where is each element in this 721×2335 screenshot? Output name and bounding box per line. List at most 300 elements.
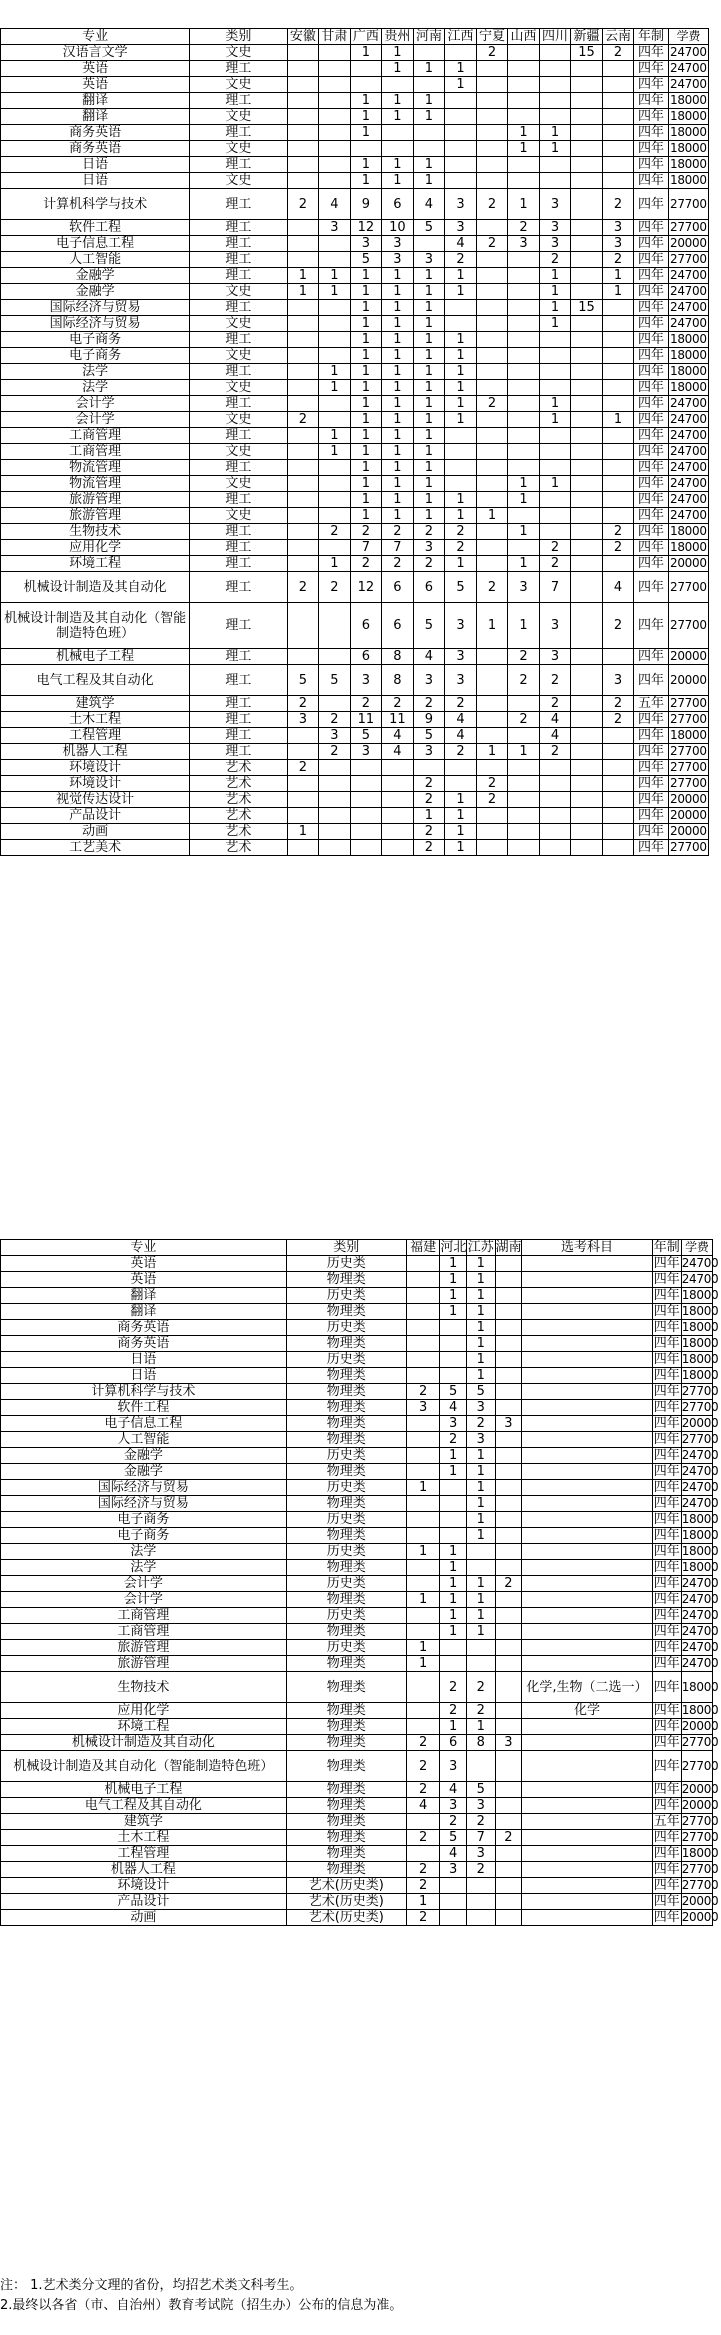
table-row (1, 1894, 713, 1910)
table-cell (508, 77, 540, 93)
table-cell (602, 93, 634, 109)
table-cell: 商务英语 (1, 1320, 287, 1336)
table-cell (495, 1304, 521, 1320)
table-cell (508, 300, 540, 316)
table-cell: 2 (445, 696, 477, 712)
table-cell: 8 (382, 649, 414, 665)
table-cell: 3 (413, 665, 445, 696)
table-cell (571, 316, 603, 332)
table-cell (602, 476, 634, 492)
table-cell: 理工 (190, 332, 287, 348)
table-cell: 机械设计制造及其自动化（智能制造特色班） (1, 1751, 287, 1782)
table-cell: 艺术 (190, 840, 287, 856)
table-cell: 理工 (190, 649, 287, 665)
table-cell (539, 45, 571, 61)
table-cell: 历史类 (286, 1544, 406, 1560)
table-cell (571, 284, 603, 300)
table-cell: 四年 (634, 236, 668, 252)
table-cell: 历史类 (286, 1576, 406, 1592)
table-cell (522, 1782, 653, 1798)
table-row (1, 712, 709, 728)
table-row (1, 252, 709, 268)
table-cell: 5 (466, 1782, 495, 1798)
table-cell: 12 (350, 220, 382, 236)
table-cell (522, 1719, 653, 1735)
table-cell: 四年 (634, 728, 668, 744)
table-cell: 四年 (634, 572, 668, 603)
table-cell: 27700 (670, 840, 707, 854)
table-cell: 历史类 (286, 1512, 406, 1528)
table-cell (522, 1288, 653, 1304)
table-cell: 20000 (681, 1910, 719, 1924)
table-cell: 2 (350, 696, 382, 712)
table-row (1, 220, 709, 236)
table-cell (522, 1480, 653, 1496)
table-cell: 理工 (190, 300, 287, 316)
table-cell (287, 157, 319, 173)
table-cell: 艺术 (190, 776, 287, 792)
table-cell: 20000 (670, 556, 707, 570)
table-cell (476, 444, 508, 460)
column-header: 新疆 (571, 29, 603, 45)
table-cell: 工商管理 (1, 444, 190, 460)
table-cell (287, 45, 319, 61)
table-cell: 3 (602, 665, 634, 696)
table-cell (476, 492, 508, 508)
table-cell: 计算机科学与技术 (1, 1384, 287, 1400)
table-cell: 物理类 (286, 1782, 406, 1798)
table-cell: 24700 (670, 300, 707, 314)
table-cell: 四年 (634, 524, 668, 540)
table-cell (476, 141, 508, 157)
table-cell: 五年 (634, 696, 668, 712)
table-row (1, 1320, 713, 1336)
table-cell: 1 (406, 1894, 440, 1910)
table-cell (602, 649, 634, 665)
table-cell: 国际经济与贸易 (1, 316, 190, 332)
table-cell: 四年 (653, 1735, 680, 1750)
table-cell (287, 540, 319, 556)
table-cell: 四年 (634, 744, 668, 760)
table-cell: 1 (466, 1592, 495, 1608)
table-cell: 理工 (190, 492, 287, 508)
table-cell (602, 61, 634, 77)
table-cell: 3 (445, 603, 477, 649)
table-cell: 理工 (190, 428, 287, 444)
table-cell (445, 109, 477, 125)
table-cell: 1 (445, 792, 477, 808)
table-cell: 18000 (681, 1304, 719, 1318)
table-cell: 环境工程 (1, 556, 190, 572)
table-cell (522, 1544, 653, 1560)
table-cell: 1 (413, 109, 445, 125)
table-cell (319, 540, 351, 556)
table-cell: 3 (445, 665, 477, 696)
table-cell: 1 (413, 508, 445, 524)
table-cell: 四年 (652, 1672, 681, 1703)
table-cell: 1 (350, 125, 382, 141)
table-cell: 文史 (190, 77, 287, 93)
table-row (1, 744, 709, 760)
table-cell (350, 61, 382, 77)
table-cell: 3 (287, 712, 319, 728)
table-cell: 18000 (681, 1320, 719, 1334)
table-row (1, 649, 709, 665)
table-cell: 18000 (670, 141, 707, 155)
table-cell: 2 (287, 572, 319, 603)
table-cell: 四年 (653, 1512, 680, 1527)
table-cell: 6 (382, 603, 414, 649)
table-cell (508, 412, 540, 428)
table-cell: 2 (413, 792, 445, 808)
table-cell: 文史 (190, 444, 287, 460)
table-cell: 四年 (634, 157, 668, 173)
table-cell (440, 1496, 466, 1512)
table-cell: 2 (602, 603, 634, 649)
table-cell: 四年 (634, 284, 668, 300)
table-cell: 1 (466, 1464, 495, 1480)
table-cell: 四年 (634, 603, 668, 649)
table-cell: 1 (445, 412, 477, 428)
table-cell: 1 (350, 109, 382, 125)
table-row (1, 1672, 713, 1703)
column-header: 河北 (440, 1240, 467, 1255)
table-cell: 建筑学 (1, 696, 190, 712)
table-cell: 18000 (670, 332, 707, 346)
table-row (1, 444, 709, 460)
table-row (1, 1512, 713, 1528)
table-cell: 历史类 (286, 1352, 406, 1368)
table-cell (476, 665, 508, 696)
table-row (1, 125, 709, 141)
table-row (1, 348, 709, 364)
table-cell: 2 (440, 1672, 466, 1703)
table-cell: 1 (413, 284, 445, 300)
table-cell (413, 760, 445, 776)
table-cell (508, 364, 540, 380)
table-cell (382, 808, 414, 824)
table-cell: 工艺美术 (1, 840, 190, 856)
table-cell: 四年 (634, 808, 668, 824)
table-cell: 四年 (653, 1256, 680, 1271)
table-cell (571, 93, 603, 109)
table-cell (440, 1320, 466, 1336)
table-cell (602, 173, 634, 189)
table-cell: 产品设计 (1, 1894, 287, 1910)
table-cell (319, 396, 351, 412)
table-cell (571, 603, 603, 649)
table-cell (522, 1416, 653, 1432)
table-cell (508, 157, 540, 173)
column-header: 江苏 (467, 1240, 494, 1255)
table-cell: 2 (602, 712, 634, 728)
table-cell (445, 141, 477, 157)
table-cell: 2 (508, 649, 540, 665)
table-cell (602, 728, 634, 744)
table-cell: 文史 (190, 316, 287, 332)
table-cell: 1 (350, 476, 382, 492)
table-cell (522, 1656, 653, 1672)
table-cell (495, 1656, 521, 1672)
table-cell: 8 (382, 665, 414, 696)
table-row (1, 1656, 713, 1672)
table-cell (539, 348, 571, 364)
table-cell (571, 492, 603, 508)
table-cell: 四年 (653, 1560, 680, 1575)
table-cell (602, 776, 634, 792)
table-cell (508, 316, 540, 332)
table-cell: 四年 (634, 109, 668, 125)
table-cell (508, 776, 540, 792)
table-cell (571, 77, 603, 93)
table-cell: 软件工程 (1, 220, 190, 236)
table-cell: 四年 (653, 1592, 680, 1607)
table-cell: 1 (466, 1496, 495, 1512)
table-cell: 日语 (1, 173, 190, 189)
table-cell: 2 (406, 1384, 440, 1400)
table-cell (319, 61, 351, 77)
table-cell: 四年 (653, 1368, 680, 1383)
table-cell: 环境设计 (1, 760, 190, 776)
table-cell: 1 (445, 61, 477, 77)
table-row (1, 1735, 713, 1751)
table-row (1, 1480, 713, 1496)
table-row (1, 1608, 713, 1624)
table-cell: 18000 (681, 1544, 719, 1558)
table-row (1, 173, 709, 189)
table-cell (319, 808, 351, 824)
table-row (1, 1846, 713, 1862)
table-row (1, 1878, 713, 1894)
table-cell: 电子信息工程 (1, 236, 190, 252)
table-cell: 物理类 (286, 1703, 406, 1719)
table-row (1, 1256, 713, 1272)
table-cell: 2 (476, 45, 508, 61)
table-cell: 1 (440, 1576, 466, 1592)
table-cell (406, 1352, 440, 1368)
table-cell: 日语 (1, 157, 190, 173)
table-row (1, 1560, 713, 1576)
table-cell: 20000 (681, 1416, 719, 1430)
table-cell: 20000 (670, 649, 707, 663)
table-cell: 四年 (653, 1384, 680, 1399)
table-cell: 1 (602, 284, 634, 300)
table-cell (319, 332, 351, 348)
table-cell: 1 (508, 524, 540, 540)
table-row (1, 1496, 713, 1512)
table-cell: 金融学 (1, 1448, 287, 1464)
table-cell: 四年 (653, 1703, 680, 1718)
table-cell: 1 (476, 603, 508, 649)
table-cell: 1 (445, 268, 477, 284)
table-cell (287, 444, 319, 460)
table-cell: 2 (287, 189, 319, 220)
table-cell (571, 61, 603, 77)
table-cell: 四年 (634, 316, 668, 332)
table-cell: 2 (319, 744, 351, 760)
table-cell: 文史 (190, 412, 287, 428)
table-cell: 24700 (670, 77, 707, 91)
table-cell: 国际经济与贸易 (1, 1480, 287, 1496)
table-row (1, 792, 709, 808)
table-cell: 27700 (668, 603, 708, 649)
column-header: 类别 (190, 29, 287, 45)
table-cell: 4 (440, 1782, 466, 1798)
table-cell: 27700 (681, 1735, 719, 1749)
table-cell (382, 77, 414, 93)
table-cell (476, 824, 508, 840)
table-cell: 2 (495, 1830, 521, 1846)
table-cell: 24700 (681, 1640, 719, 1654)
table-cell (287, 236, 319, 252)
table-cell: 建筑学 (1, 1814, 287, 1830)
table-cell (440, 1368, 466, 1384)
table-cell: 2 (476, 776, 508, 792)
table-cell (571, 728, 603, 744)
table-row (1, 1448, 713, 1464)
table-cell: 四年 (634, 93, 668, 109)
table-cell (571, 824, 603, 840)
table-row (1, 364, 709, 380)
table-cell: 四年 (634, 760, 668, 776)
table-cell: 1 (445, 77, 477, 93)
table-row (1, 1830, 713, 1846)
table-cell (495, 1878, 521, 1894)
table-cell: 1 (466, 1304, 495, 1320)
table-row (1, 1528, 713, 1544)
table-cell (319, 141, 351, 157)
table-cell (495, 1352, 521, 1368)
table-cell: 1 (539, 284, 571, 300)
table-cell: 电子商务 (1, 1512, 287, 1528)
table-cell: 20000 (681, 1894, 719, 1908)
table-cell: 历史类 (286, 1640, 406, 1656)
table-cell: 日语 (1, 1352, 287, 1368)
table-cell (350, 792, 382, 808)
table-cell: 3 (319, 728, 351, 744)
table-cell: 3 (350, 236, 382, 252)
table-cell (495, 1384, 521, 1400)
table-cell: 电气工程及其自动化 (1, 665, 190, 696)
table-cell: 1 (319, 284, 351, 300)
table-cell: 3 (445, 220, 477, 236)
table-cell: 2 (406, 1751, 440, 1782)
table-cell: 27700 (670, 712, 707, 726)
table-cell: 四年 (634, 189, 668, 220)
table-cell (522, 1512, 653, 1528)
table-cell (508, 508, 540, 524)
table-cell (495, 1256, 521, 1272)
table-cell: 四年 (634, 348, 668, 364)
header-row (1, 1240, 713, 1256)
table-cell (495, 1608, 521, 1624)
table-cell (522, 1910, 653, 1926)
table-cell: 6 (413, 572, 445, 603)
table-cell: 四年 (653, 1336, 680, 1351)
table-cell: 土木工程 (1, 1830, 287, 1846)
table-cell (539, 444, 571, 460)
table-cell (406, 1496, 440, 1512)
table-row (1, 189, 709, 220)
table-cell (571, 141, 603, 157)
table-cell: 日语 (1, 1368, 287, 1384)
table-cell: 1 (508, 492, 540, 508)
table-cell: 五年 (653, 1814, 680, 1829)
table-cell: 24700 (670, 508, 707, 522)
table-cell: 1 (440, 1624, 466, 1640)
table-cell: 18000 (670, 524, 707, 538)
table-cell: 工商管理 (1, 1624, 287, 1640)
table-cell: 1 (445, 332, 477, 348)
table-cell (495, 1640, 521, 1656)
table-cell: 1 (350, 412, 382, 428)
table-cell: 环境工程 (1, 1719, 287, 1735)
table-cell: 1 (382, 348, 414, 364)
table-cell: 2 (319, 524, 351, 540)
table-cell (539, 792, 571, 808)
table-cell (406, 1432, 440, 1448)
table-cell (476, 364, 508, 380)
table-cell (440, 1656, 466, 1672)
table-cell: 5 (350, 252, 382, 268)
table-cell: 3 (382, 252, 414, 268)
table-row (1, 1719, 713, 1735)
table-cell: 18000 (681, 1368, 719, 1382)
table-cell: 1 (413, 268, 445, 284)
table-cell: 四年 (634, 476, 668, 492)
table-cell: 金融学 (1, 284, 190, 300)
table-cell: 5 (319, 665, 351, 696)
table-cell: 6 (440, 1735, 466, 1751)
table-cell (539, 460, 571, 476)
table-cell (602, 508, 634, 524)
table-cell: 5 (413, 220, 445, 236)
table-cell: 1 (350, 508, 382, 524)
table-cell (287, 728, 319, 744)
table-cell: 2 (350, 524, 382, 540)
table-cell (406, 1624, 440, 1640)
table-cell: 物理类 (286, 1846, 406, 1862)
table-cell: 4 (445, 236, 477, 252)
table-cell (287, 61, 319, 77)
table-cell: 3 (508, 572, 540, 603)
table-cell (508, 444, 540, 460)
table-cell: 2 (539, 665, 571, 696)
table-cell (508, 792, 540, 808)
table-cell: 艺术 (190, 792, 287, 808)
table-cell: 理工 (190, 93, 287, 109)
table-row (1, 1352, 713, 1368)
table-cell (602, 396, 634, 412)
table-cell (440, 1480, 466, 1496)
table-cell: 1 (466, 1256, 495, 1272)
table-cell (287, 508, 319, 524)
table-cell: 2 (508, 712, 540, 728)
table-cell: 物理类 (286, 1814, 406, 1830)
table-cell (602, 141, 634, 157)
table-cell (522, 1878, 653, 1894)
table-row (1, 556, 709, 572)
table-cell: 工商管理 (1, 1608, 287, 1624)
table-cell: 5 (287, 665, 319, 696)
column-header: 湖南 (495, 1240, 522, 1255)
table-cell (508, 173, 540, 189)
table-cell (495, 1782, 521, 1798)
table-cell: 四年 (634, 649, 668, 665)
table-cell (571, 744, 603, 760)
table-cell (287, 792, 319, 808)
table-cell (466, 1910, 495, 1926)
